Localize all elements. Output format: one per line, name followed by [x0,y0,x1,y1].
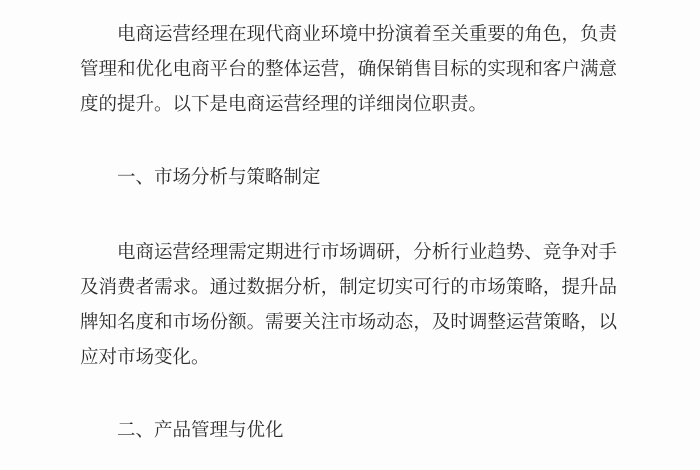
text-line: 应对市场变化。 [80,348,210,368]
section-1-heading: 一、市场分析与策略制定 [117,168,321,188]
text-line: 电商运营经理在现代商业环境中扮演着至关重要的角色，负责 [117,25,617,45]
section-2-heading: 二、产品管理与优化 [117,421,284,441]
text-line: 牌知名度和市场份额。需要关注市场动态，及时调整运营策略，以 [80,313,617,333]
text-line: 及消费者需求。通过数据分析，制定切实可行的市场策略，提升品 [80,278,617,298]
intro-paragraph [80,18,617,123]
text-line: 度的提升。以下是电商运营经理的详细岗位职责。 [80,95,488,115]
section-1-paragraph [80,236,617,376]
document-body [80,18,617,449]
text-line: 管理和优化电商平台的整体运营，确保销售目标的实现和客户满意 [80,60,617,80]
text-line: 电商运营经理需定期进行市场调研，分析行业趋势、竞争对手 [117,243,617,263]
